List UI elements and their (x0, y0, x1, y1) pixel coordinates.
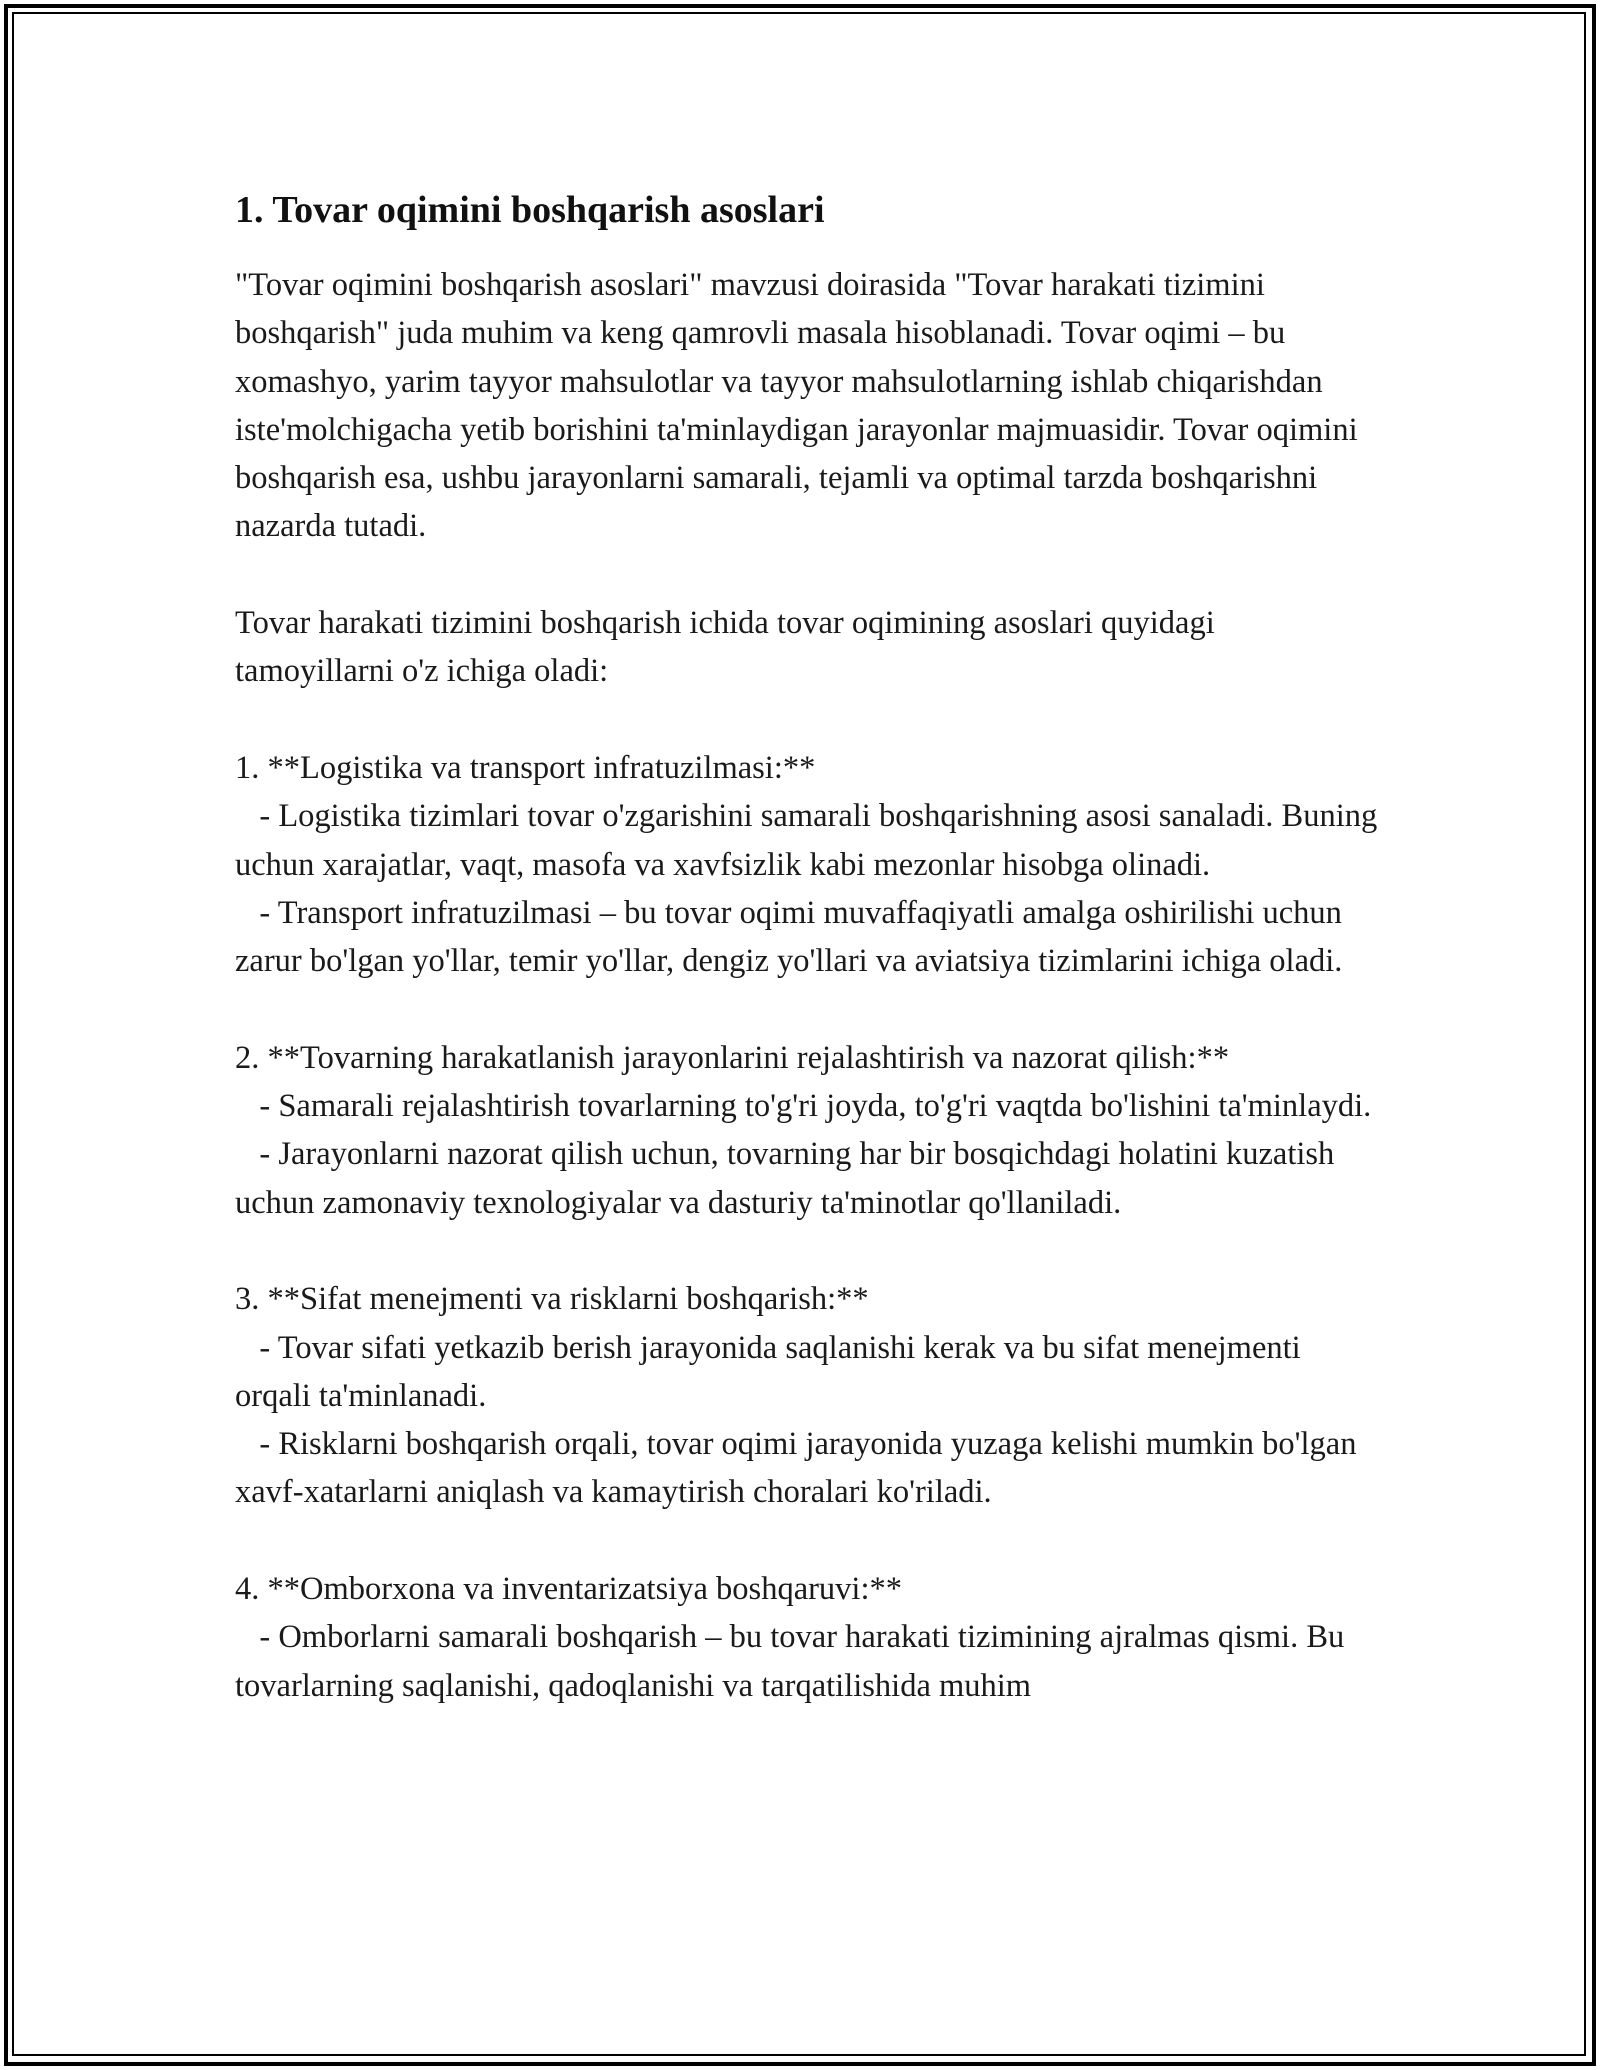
section-heading: 2. **Tovarning harakatlanish jarayonlarini rejalashtirish va nazorat qilish:** (235, 1039, 1230, 1076)
section-point: - Transport infratuzilmasi – bu tovar oqimi muvaffaqiyatli amalga oshirilishi uchun zarur bo'lgan yo'llar, temir yo'llar, dengiz yo'llari va aviatsiya tizimlarini ichiga oladi. (235, 894, 1351, 980)
section-point: - Samarali rejalashtirish tovarlarning to'g'ri joyda, to'g'ri vaqtda bo'lishini ta'minlaydi. (235, 1088, 1372, 1125)
section-point: - Logistika tizimlari tovar o'zgarishini samarali boshqarishning asosi sanaladi. Buning uchun xarajatlar, vaqt, masofa va xavfsizlik kabi mezonlar hisobga olinadi. (235, 798, 1386, 883)
lead-paragraph: Tovar harakati tizimini boshqarish ichida tovar oqimining asoslari quyidagi tamoyillarni o'z ichiga oladi: (235, 605, 1223, 690)
intro-paragraph: "Tovar oqimini boshqarish asoslari" mavzusi doirasida "Tovar harakati tizimini boshqarish" juda muhim va keng qamrovli masala hisoblanadi. Tovar oqimi – bu xomashyo, yarim tayyor mahsulotlar va tayyor mahsulotlarning ishlab chiqarishdan iste'molchigacha yetib borishini ta'minlaydigan jarayonlar majmuasidir. Tovar oqimini boshqarish esa, ushbu jarayonlarni samarali, tejamli va optimal tarzda boshqarishni nazarda tutadi. (235, 267, 1366, 545)
paragraph-gap (235, 1227, 1380, 1275)
paragraph-gap (235, 1517, 1380, 1565)
section-point: - Omborlarni samarali boshqarish – bu tovar harakati tizimining ajralmas qismi. Bu tovarlarning saqlanishi, qadoqlanishi va tarqatilishida muhim (235, 1619, 1353, 1704)
section-point: - Risklarni boshqarish orqali, tovar oqimi jarayonida yuzaga kelishi mumkin bo'lgan xavf-xatarlarni aniqlash va kamaytirish choralari ko'riladi. (235, 1426, 1365, 1511)
document-body (235, 185, 1386, 1710)
section-2 (235, 1034, 1380, 1227)
section-point: - Tovar sifati yetkazib berish jarayonida saqlanishi kerak va bu sifat menejmenti orqali ta'minlanadi. (235, 1329, 1309, 1414)
paragraph-gap (235, 985, 1380, 1033)
paragraph-gap (235, 551, 1380, 599)
document-title: 1. Tovar oqimini boshqarish asoslari (235, 189, 825, 231)
section-4 (235, 1565, 1380, 1710)
section-3 (235, 1275, 1380, 1516)
section-heading: 4. **Omborxona va inventarizatsiya boshqaruvi:** (235, 1571, 902, 1608)
paragraph-gap (235, 696, 1380, 744)
section-1 (235, 744, 1386, 985)
section-point: - Jarayonlarni nazorat qilish uchun, tovarning har bir bosqichdagi holatini kuzatish uchun zamonaviy texnologiyalar va dasturiy ta'minotlar qo'llaniladi. (235, 1136, 1343, 1221)
section-heading: 1. **Logistika va transport infratuzilmasi:** (235, 749, 816, 786)
section-heading: 3. **Sifat menejmenti va risklarni boshqarish:** (235, 1281, 869, 1318)
